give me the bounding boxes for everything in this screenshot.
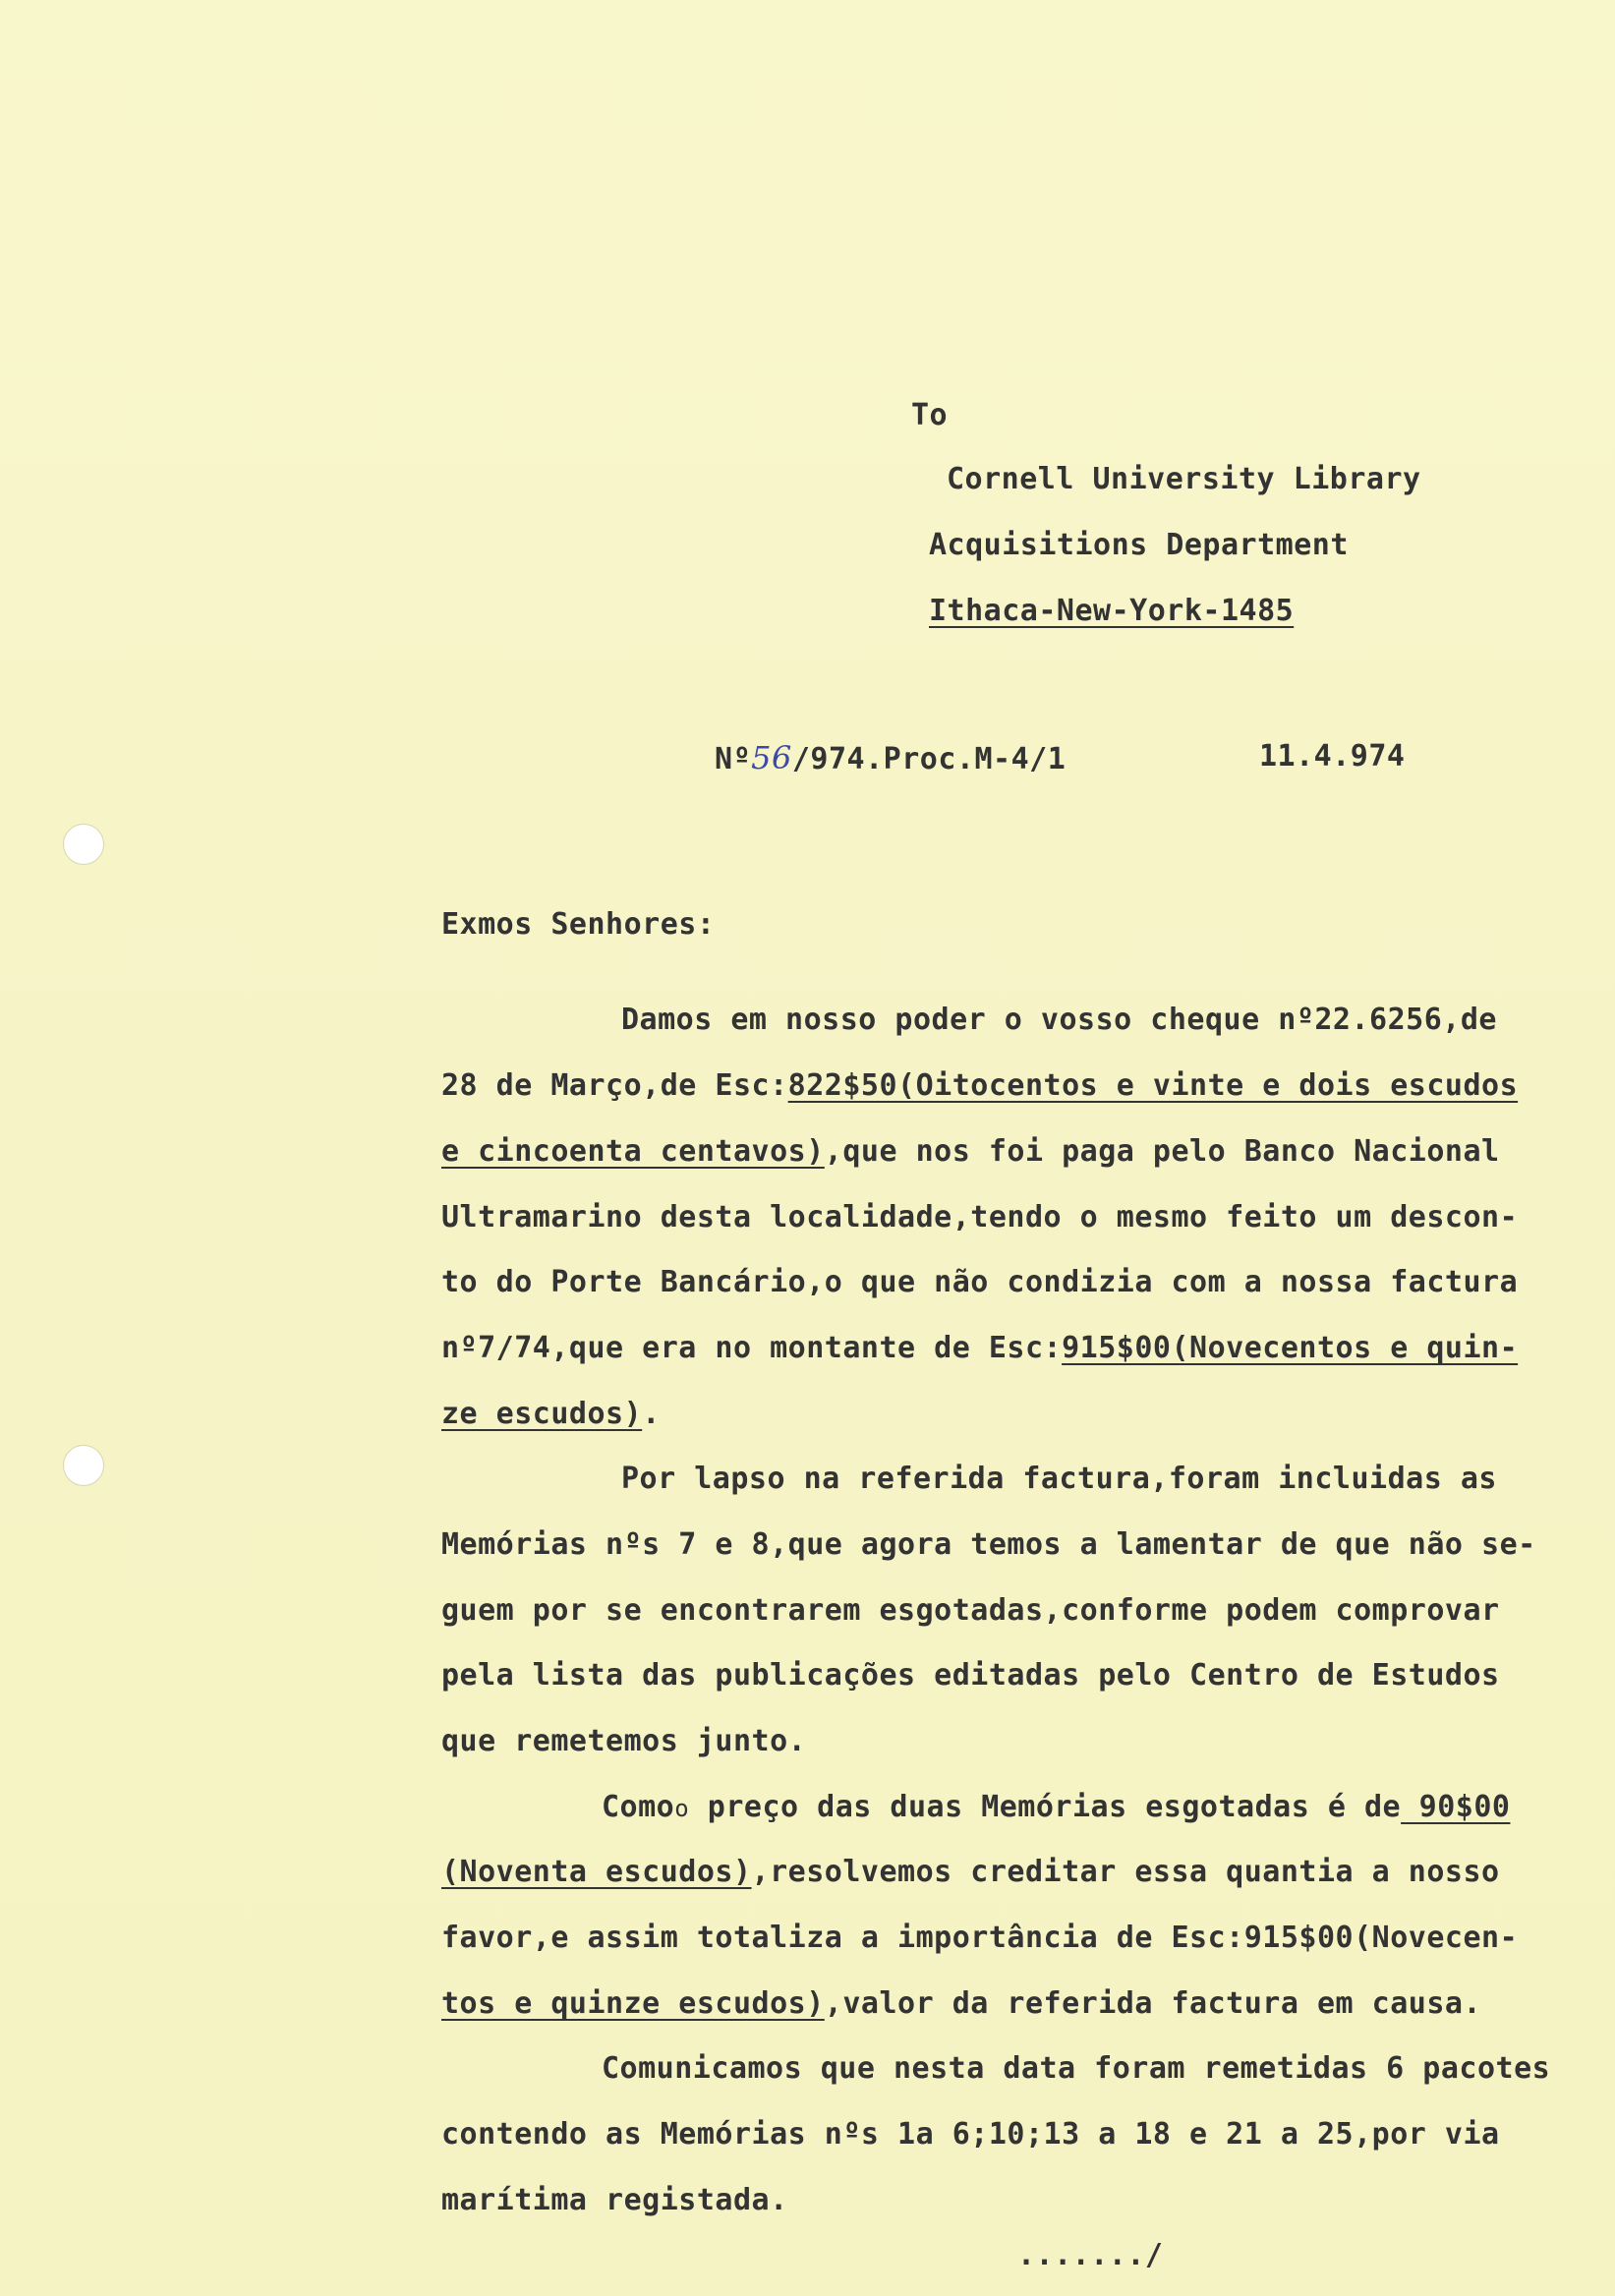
body-line-16: [441, 1986, 1482, 2021]
body-line-2: [441, 1068, 1519, 1103]
body-line-18: contendo as Memórias nºs 1a 6;10;13 a 18 e 21 a 25,por via: [441, 2117, 1500, 2152]
body-line-7-a: ze escudos): [441, 1397, 643, 1431]
body-line-15: favor,e assim totaliza a importância de Esc:915$00(Novecen-: [441, 1921, 1519, 1955]
body-line-6-a: nº7/74,que era no montante de Esc:: [441, 1331, 1063, 1365]
body-line-11: pela lista das publicações editadas pelo Centro de Estudos: [441, 1658, 1500, 1693]
body-line-4: Ultramarino desta localidade,tendo o mesmo feito um descon-: [441, 1200, 1519, 1234]
address-to: To: [911, 398, 949, 432]
reference-line: [715, 739, 1067, 776]
salutation: Exmos Senhores:: [441, 907, 716, 942]
body-line-6-b: 915$00(Novecentos e quin-: [1062, 1331, 1519, 1365]
body-line-16-b: ,valor da referida factura em causa.: [824, 1986, 1482, 2021]
body-line-13-c: preço das duas Memórias esgotadas é de: [689, 1790, 1402, 1824]
punch-hole-bottom: [63, 1445, 104, 1486]
continuation-mark: ......./: [1017, 2238, 1164, 2272]
body-line-14: [441, 1855, 1500, 1889]
body-line-16-a: tos e quinze escudos): [441, 1986, 825, 2021]
body-line-8: Por lapso na referida factura,foram incluidas as: [621, 1462, 1497, 1496]
body-line-2-a: 28 de Março,de Esc:: [441, 1068, 788, 1103]
reference-prefix: Nº: [715, 742, 752, 776]
body-line-5: to do Porte Bancário,o que não condizia com a nossa factura: [441, 1265, 1519, 1299]
reference-date: 11.4.974: [1259, 739, 1406, 774]
body-line-9: Memórias nºs 7 e 8,que agora temos a lamentar de que não se-: [441, 1527, 1536, 1562]
body-line-2-b: 822$50(Oitocentos e vinte e dois escudos: [787, 1068, 1519, 1103]
body-line-13-d: 90$00: [1401, 1790, 1511, 1824]
body-line-3: [441, 1134, 1500, 1169]
body-line-13-a: Como: [602, 1790, 675, 1824]
address-line-3: Ithaca-New-York-1485: [929, 594, 1295, 628]
reference-number-handwritten: 56: [751, 739, 792, 776]
address-line-2: Acquisitions Department: [929, 528, 1349, 562]
body-line-17: Comunicamos que nesta data foram remetidas 6 pacotes: [602, 2051, 1551, 2086]
punch-hole-top: [63, 824, 104, 865]
body-line-14-a: (Noventa escudos): [441, 1855, 752, 1889]
body-line-13: [602, 1790, 1511, 1824]
body-line-19: marítima registada.: [441, 2183, 788, 2217]
body-line-6: [441, 1331, 1519, 1365]
address-line-1: Cornell University Library: [947, 462, 1421, 496]
reference-suffix: /974.Proc.M-4/1: [791, 742, 1067, 776]
body-line-10: guem por se encontrarem esgotadas,conforme podem comprovar: [441, 1593, 1500, 1628]
body-line-12: que remetemos junto.: [441, 1724, 807, 1758]
body-line-3-a: e cincoenta centavos): [441, 1134, 825, 1169]
body-line-13-b: o: [674, 1795, 690, 1822]
body-line-1: Damos em nosso poder o vosso cheque nº22.6256,de: [621, 1003, 1497, 1037]
body-line-3-b: ,que nos foi paga pelo Banco Nacional: [824, 1134, 1500, 1169]
body-line-14-b: ,resolvemos creditar essa quantia a nosso: [751, 1855, 1500, 1889]
body-line-7: [441, 1397, 661, 1431]
body-line-7-b: .: [642, 1397, 661, 1431]
